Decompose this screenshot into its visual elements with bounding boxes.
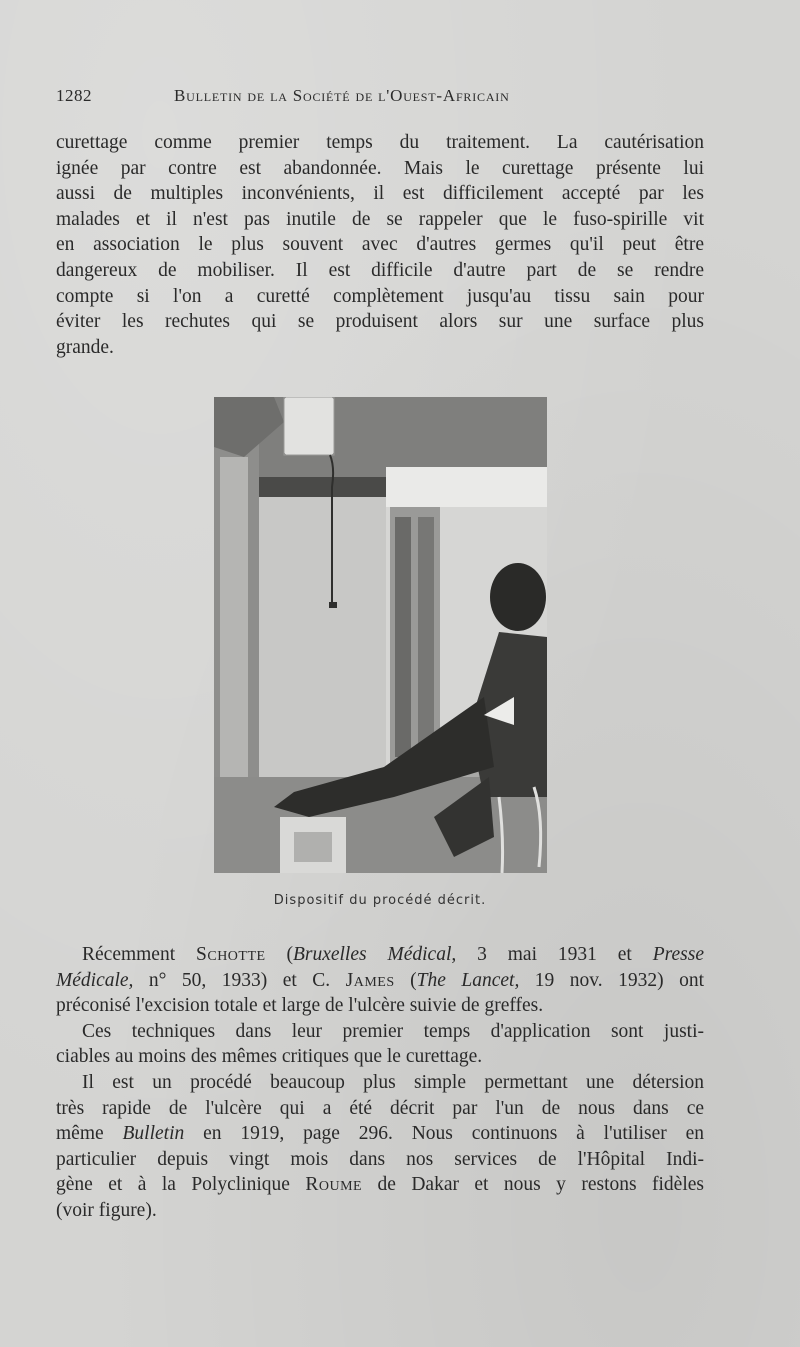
text-span: Récemment — [82, 944, 197, 965]
journal-title: Bulletin — [122, 1123, 185, 1145]
page-number: 1282 — [56, 86, 92, 105]
text-span: gène et à la Polyclinique — [56, 1174, 306, 1196]
text-line: dangereux de mobiliser. Il est difficile d'autre part de se rendre — [56, 259, 704, 281]
journal-title: Presse — [652, 944, 704, 965]
running-head: Bulletin de la Société de l'Ouest-Africain — [174, 86, 510, 105]
journal-title: Bruxelles Médical, — [292, 944, 457, 965]
text-line: ignée par contre est abandonnée. Mais le curettage présente lui — [56, 157, 704, 179]
text-span: ( — [265, 944, 293, 965]
text-span: en 1919, page 296. Nous continuons à l'utiliser en — [184, 1123, 704, 1145]
text-line — [56, 1121, 704, 1147]
text-span: n° 50, 1933) et C. — [133, 969, 346, 991]
text-line: très rapide de l'ulcère qui a été décrit par l'un de nous dans ce — [56, 1097, 704, 1119]
author-name: Schotte — [196, 944, 266, 965]
text-line: Ces techniques dans leur premier temps d'application sont justi- — [82, 1020, 704, 1042]
text-line: particulier depuis vingt mois dans nos services de l'Hôpital Indi- — [56, 1148, 704, 1170]
journal-title: The Lancet, — [416, 969, 520, 991]
text-line: grande. — [56, 336, 114, 358]
text-line: aussi de multiples inconvénients, il est difficilement accepté par les — [56, 183, 704, 205]
text-span: même — [56, 1123, 123, 1145]
photograph-illustration — [214, 397, 547, 873]
text-line: curettage comme premier temps du traitement. La cautérisation — [56, 132, 704, 153]
text-span: 3 mai 1931 et — [456, 944, 653, 965]
text-line: préconisé l'excision totale et large de l'ulcère suivie de greffes. — [56, 995, 544, 1017]
text-line — [56, 1172, 704, 1198]
text-line — [56, 942, 704, 968]
text-span: de Dakar et nous y restons fidèles — [362, 1174, 705, 1196]
paragraph-1 — [56, 130, 704, 360]
text-span: 19 nov. 1932) ont — [519, 969, 705, 991]
text-line: en association le plus souvent avec d'autres germes qu'il peut être — [56, 234, 704, 256]
text-line — [56, 968, 704, 994]
institution-name: Roume — [305, 1174, 363, 1196]
figure-caption: Dispositif du procédé décrit. — [273, 893, 487, 908]
text-line: malades et il n'est pas inutile de se rappeler que le fuso-spirille vit — [56, 208, 704, 230]
page-header — [56, 86, 704, 110]
figure-photograph — [214, 397, 547, 873]
text-line: Il est un procédé beaucoup plus simple permettant une détersion — [82, 1071, 704, 1093]
paragraph-2 — [56, 942, 704, 1224]
text-span: ( — [394, 969, 417, 991]
text-line: éviter les rechutes qui se produisent alors sur une surface plus — [56, 311, 704, 333]
journal-title: Médicale, — [56, 969, 134, 991]
text-line: (voir figure). — [56, 1199, 157, 1221]
text-line: compte si l'on a curetté complètement jusqu'au tissu sain pour — [56, 285, 704, 307]
text-line: ciables au moins des mêmes critiques que le curettage. — [56, 1046, 483, 1068]
author-name: James — [345, 969, 395, 991]
